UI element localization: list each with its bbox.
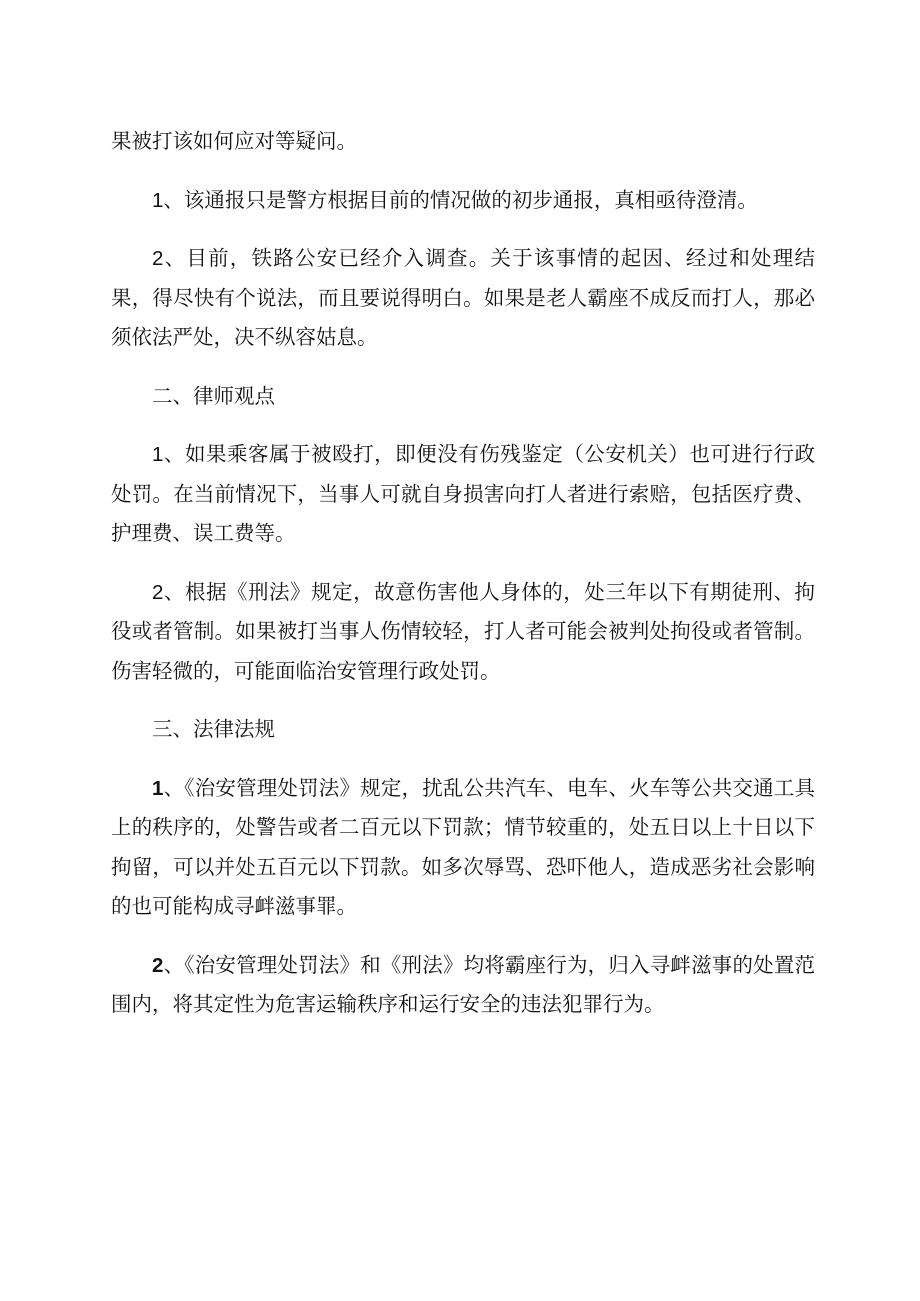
paragraph-number: 2 (152, 953, 164, 977)
paragraph-text: 、如果乘客属于被殴打，即便没有伤残鉴定（公安机关）也可进行行政处罚。在当前情况下，当事人可就自身损害向打人者进行索赔，包括医疗费、护理费、误工费等。 (111, 442, 815, 545)
paragraph-text: 果被打该如何应对等疑问。 (111, 129, 357, 153)
paragraph-item-1 (111, 435, 815, 554)
paragraph-text: 、该通报只是警方根据目前的情况做的初步通报，真相亟待澄清。 (163, 187, 758, 212)
paragraph-item-2 (111, 239, 815, 358)
paragraph-text: 、目前，铁路公安已经介入调查。关于该事情的起因、经过和处理结果，得尽快有个说法，而且要说得明白。如果是老人霸座不成反而打人，那必须依法严处，决不纵容姑息。 (111, 246, 815, 349)
paragraph-item-2 (111, 946, 815, 1025)
paragraph-text: 、根据《刑法》规定，故意伤害他人身体的，处三年以下有期徒刑、拘役或者管制。如果被打当事人伤情较轻，打人者可能会被判处拘役或者管制。伤害轻微的，可能面临治安管理行政处罚。 (111, 579, 815, 683)
paragraph-number: 1 (152, 443, 164, 466)
heading-text: 三、法律法规 (152, 717, 275, 741)
paragraph-item-1 (111, 769, 815, 927)
document-body (111, 122, 815, 1044)
paragraph-text: 、《治安管理处罚法》和《刑法》均将霸座行为，归入寻衅滋事的处置范围内，将其定性为危害运输秩序和运行安全的违法犯罪行为。 (111, 952, 815, 1016)
paragraph-number: 2 (152, 247, 164, 270)
paragraph-number: 1 (152, 188, 164, 212)
paragraph-number: 1 (152, 776, 164, 800)
section-heading-laws (111, 710, 815, 750)
paragraph-continuation (111, 122, 815, 162)
paragraph-item-2 (111, 573, 815, 692)
paragraph-text: 、《治安管理处罚法》规定，扰乱公共汽车、电车、火车等公共交通工具上的秩序的，处警告或者二百元以下罚款；情节较重的，处五日以上十日以下拘留，可以并处五百元以下罚款。如多次辱骂、恐吓他人，造成恶劣社会影响的也可能构成寻衅滋事罪。 (111, 775, 815, 918)
section-heading-lawyer-view (111, 377, 815, 417)
paragraph-number: 2 (152, 580, 164, 604)
heading-text: 二、律师观点 (152, 383, 275, 408)
paragraph-item-1 (111, 181, 815, 221)
